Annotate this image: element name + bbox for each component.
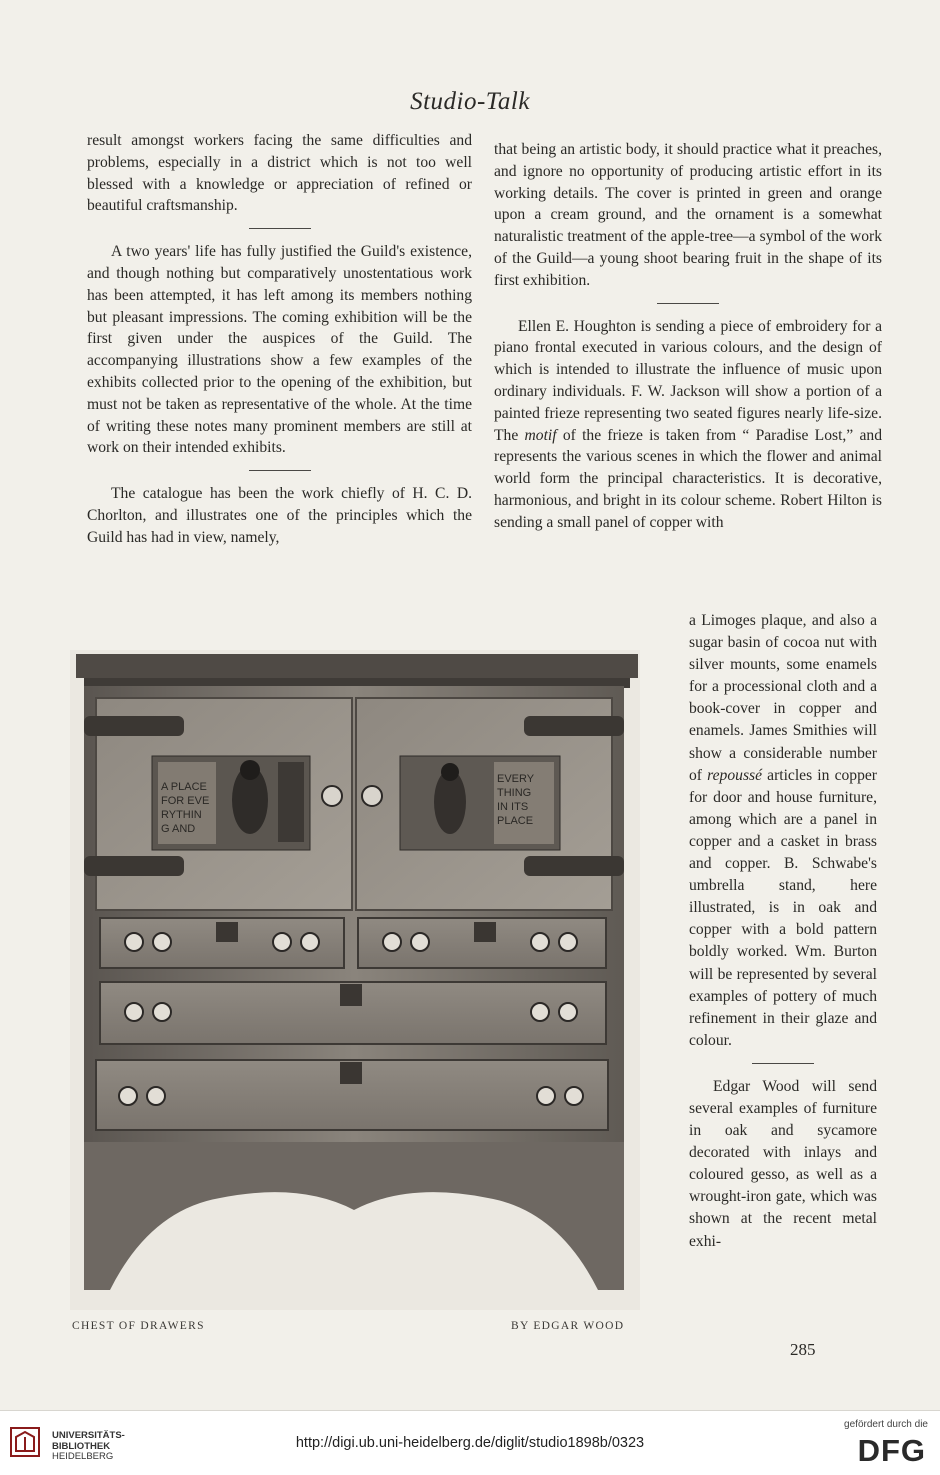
figure-caption-right: BY EDGAR WOOD bbox=[511, 1320, 625, 1332]
university-line-1: UNIVERSITÄTS- bbox=[52, 1430, 125, 1441]
left-paragraph-2: A two years' life has fully justified the Guild's existence, and though nothing but comparatively unostentatious work has been attempted, it has left among its members nothing but pleasant impressions. The coming exhibition will be the first given under the auspices of the Guild. The accompanying illustrations show a few examples of the exhibits collected prior to the opening of the exhibition, but must not be taken as representative of the whole. At the time of writing these notes many prominent members are still at work on their intended exhibits. bbox=[87, 243, 472, 457]
left-paragraph-1: result amongst workers facing the same difficulties and problems, especially in a district which is not too well blessed with a knowledge or appreciation of refined or beautiful craftsmanship. bbox=[87, 132, 472, 215]
right-panel-figure-head bbox=[441, 763, 459, 781]
running-head: Studio-Talk bbox=[410, 88, 530, 115]
chest-illustration-svg bbox=[70, 650, 640, 1310]
narrow-paragraph-1-start: a Limoges plaque, and also a sugar basin of cocoa nut with silver mounts, some enamels for a processional cloth and a book-cover in copper and enamels. James Smithies will show a considerable number of bbox=[689, 612, 877, 784]
right-paragraph-1: that being an artistic body, it should practice what it preaches, and ignore no opportunity of producing artistic effort in its working details. The cover is printed in green and orange upon a cream ground, and the ornament is a somewhat naturalistic treatment of the apple-tree—a symbol of the work of the Guild—a young shoot bearing fruit in the shape of its first exhibition. bbox=[494, 141, 882, 289]
motif-word: motif bbox=[524, 426, 557, 444]
university-line-2: BIBLIOTHEK bbox=[52, 1440, 111, 1452]
section-divider bbox=[657, 303, 719, 304]
narrow-column bbox=[689, 610, 877, 1253]
left-paragraph-3: The catalogue has been the work chiefly of H. C. D. Chorlton, and illustrates one of the principles which the Guild has had in view, namely, bbox=[87, 485, 472, 546]
left-column bbox=[87, 130, 472, 549]
digitization-footer bbox=[0, 1410, 940, 1475]
cornice bbox=[76, 654, 638, 678]
left-panel-figure-head bbox=[240, 760, 260, 780]
section-divider bbox=[249, 470, 311, 471]
right-column bbox=[494, 139, 882, 534]
right-paragraph-2-start: Ellen E. Houghton is sending a piece of embroidery for a piano frontal executed in various colours, and the design of which is intended to illustrate the influence of music upon ordinary individuals. F. W. Jackson will show a portion of a painted frieze representing two seated figures nearly life-size. The bbox=[494, 317, 882, 444]
sponsor-label: gefördert durch die bbox=[844, 1419, 928, 1430]
narrow-paragraph-1 bbox=[689, 610, 877, 1052]
figure-caption-left: CHEST OF DRAWERS bbox=[72, 1320, 205, 1332]
section-divider bbox=[752, 1063, 814, 1064]
repousse-word: repoussé bbox=[707, 766, 763, 784]
left-door-pull bbox=[322, 786, 342, 806]
left-panel-lettering: A PLACE FOR EVE RYTHIN G AND bbox=[161, 781, 210, 835]
section-divider bbox=[249, 228, 311, 229]
left-panel-dresser bbox=[278, 762, 304, 842]
dfg-logo: DFG bbox=[857, 1433, 926, 1468]
university-line-3: HEIDELBERG bbox=[52, 1451, 114, 1462]
right-paragraph-2 bbox=[494, 316, 882, 534]
narrow-paragraph-1-end: articles in copper for door and house furniture, among which are a panel in copper and a casket in brass and copper. B. Schwabe's umbrella stand, here illustrated, is in oak and copper with a bold pattern boldly worked. Wm. Burton will be represented by several examples of pottery of much refinement in their glaze and colour. bbox=[689, 766, 878, 1049]
page-number: 285 bbox=[790, 1340, 816, 1359]
chest-of-drawers-illustration bbox=[70, 650, 640, 1310]
permalink-url[interactable]: http://digi.ub.uni-heidelberg.de/diglit/studio1898b/0323 bbox=[295, 1435, 645, 1451]
right-panel-lettering: EVERY THING IN ITS PLACE bbox=[497, 773, 535, 827]
right-paragraph-2-end: of the frieze is taken from “ Paradise Lost,” and represents the various scenes in which the flower and animal world form the principal characteristics. It is decorative, harmonious, and bright in its colour scheme. Robert Hilton is sending a small panel of copper with bbox=[494, 426, 882, 531]
right-door-pull bbox=[362, 786, 382, 806]
narrow-paragraph-2: Edgar Wood will send several examples of furniture in oak and sycamore decorated with inlays and coloured gesso, as well as a wrought-iron gate, which was shown at the recent metal exhi- bbox=[689, 1077, 877, 1250]
